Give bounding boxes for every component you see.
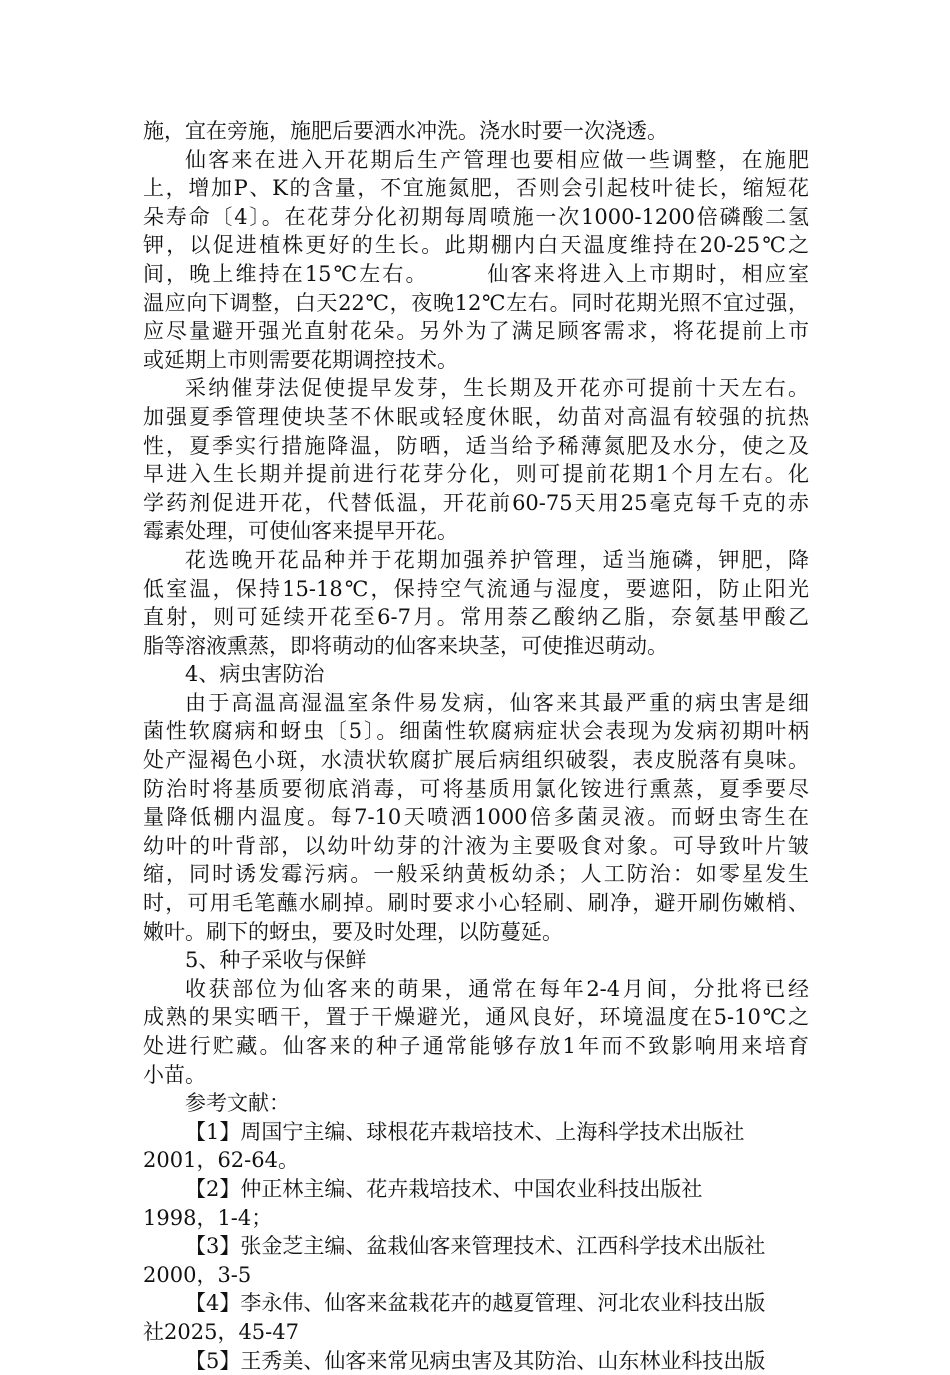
text-line: 时，可用毛笔蘸水刷掉。刷时要求小心轻刷、刷净，避开刷伤嫩梢、 — [143, 891, 809, 916]
text-line: 处进行贮藏。仙客来的种子通常能够存放1年而不致影响用来培育 — [143, 1034, 809, 1058]
text-line: 霉素处理，可使仙客来提早开花。 — [143, 519, 458, 544]
text-line: 4、病虫害防治 — [185, 662, 325, 687]
text-line: 处产湿褐色小斑，水渍状软腐扩展后病组织破裂，表皮脱落有臭味。 — [143, 748, 809, 773]
text-line: 仙客来在进入开花期后生产管理也要相应做一些调整，在施肥 — [185, 147, 809, 172]
text-line: 性，夏季实行措施降温，防晒，适当给予稀薄氮肥及水分，使之及 — [143, 433, 809, 458]
text-line: 间，晚上维持在15℃左右。 仙客来将进入上市期时，相应室 — [143, 261, 809, 286]
text-line: 1998，1-4； — [143, 1205, 273, 1230]
text-line: 上，增加P、K的含量，不宜施氮肥，否则会引起枝叶徒长，缩短花 — [143, 176, 809, 201]
text-line: 量降低棚内温度。每7-10天喷洒1000倍多菌灵液。而蚜虫寄生在 — [143, 805, 809, 830]
text-line: 应尽量避开强光直射花朵。另外为了满足顾客需求，将花提前上市 — [143, 319, 809, 344]
text-line: 【5】王秀美、仙客来常见病虫害及其防治、山东林业科技出版 — [185, 1348, 766, 1373]
text-line: 缩，同时诱发霉污病。一般采纳黄板幼杀；人工防治：如零星发生 — [143, 862, 809, 887]
document-body — [143, 117, 809, 1375]
text-line: 低室温，保持15-18℃，保持空气流通与湿度，要遮阳，防止阳光 — [143, 576, 809, 601]
text-line: 2001，62-64。 — [143, 1148, 299, 1173]
text-line: 采纳催芽法促使提早发芽，生长期及开花亦可提前十天左右。 — [185, 376, 809, 401]
text-line: 或延期上市则需要花期调控技术。 — [143, 347, 458, 372]
text-line: 钾，以促进植株更好的生长。此期棚内白天温度维持在20-25℃之 — [143, 233, 809, 258]
text-line: 【2】仲正林主编、花卉栽培技术、中国农业科技出版社 — [185, 1176, 703, 1201]
text-line: 菌性软腐病和蚜虫〔5〕。细菌性软腐病症状会表现为发病初期叶柄 — [143, 719, 809, 744]
text-line: 2000，3-5 — [143, 1262, 252, 1287]
text-line: 防治时将基质要彻底消毒，可将基质用氯化铵进行熏蒸，夏季要尽 — [143, 776, 809, 801]
text-line: 【3】张金芝主编、盆栽仙客来管理技术、江西科学技术出版社 — [185, 1234, 766, 1259]
text-line: 学药剂促进开花，代替低温，开花前60-75天用25毫克每千克的赤 — [143, 490, 809, 515]
text-line: 早进入生长期并提前进行花芽分化，则可提前花期1个月左右。化 — [143, 462, 809, 487]
text-line: 花选晚开花品种并于花期加强养护管理，适当施磷，钾肥，降 — [185, 547, 809, 572]
text-line: 【1】周国宁主编、球根花卉栽培技术、上海科学技术出版社 — [185, 1119, 745, 1144]
text-line: 小苗。 — [143, 1062, 206, 1087]
text-line: 参考文献： — [185, 1091, 290, 1116]
text-line: 施，宜在旁施，施肥后要洒水冲洗。浇水时要一次浇透。 — [143, 119, 668, 143]
text-line: 由于高温高湿温室条件易发病，仙客来其最严重的病虫害是细 — [185, 690, 809, 715]
text-line: 收获部位为仙客来的萌果，通常在每年2-4月间，分批将已经 — [185, 976, 809, 1001]
text-line: 5、种子采收与保鲜 — [185, 948, 367, 973]
text-line: 成熟的果实晒干，置于干燥避光，通风良好，环境温度在5-10℃之 — [143, 1005, 809, 1030]
text-line: 幼叶的叶背部，以幼叶幼芽的汁液为主要吸食对象。可导致叶片皱 — [143, 833, 809, 858]
text-line: 温应向下调整，白天22℃，夜晚12℃左右。同时花期光照不宜过强， — [143, 290, 809, 315]
text-line: 朵寿命〔4〕。在花芽分化初期每周喷施一次1000-1200倍磷酸二氢 — [143, 204, 809, 229]
text-line: 加强夏季管理使块茎不休眠或轻度休眠，幼苗对高温有较强的抗热 — [143, 404, 809, 429]
text-line: 直射，则可延续开花至6-7月。常用萘乙酸纳乙脂，奈氨基甲酸乙 — [143, 605, 809, 630]
text-line: 【4】李永伟、仙客来盆栽花卉的越夏管理、河北农业科技出版 — [185, 1291, 766, 1316]
text-line: 脂等溶液熏蒸，即将萌动的仙客来块茎，可使推迟萌动。 — [143, 633, 668, 658]
text-line: 嫩叶。刷下的蚜虫，要及时处理，以防蔓延。 — [143, 919, 563, 944]
text-line: 社2025，45-47 — [143, 1319, 299, 1344]
